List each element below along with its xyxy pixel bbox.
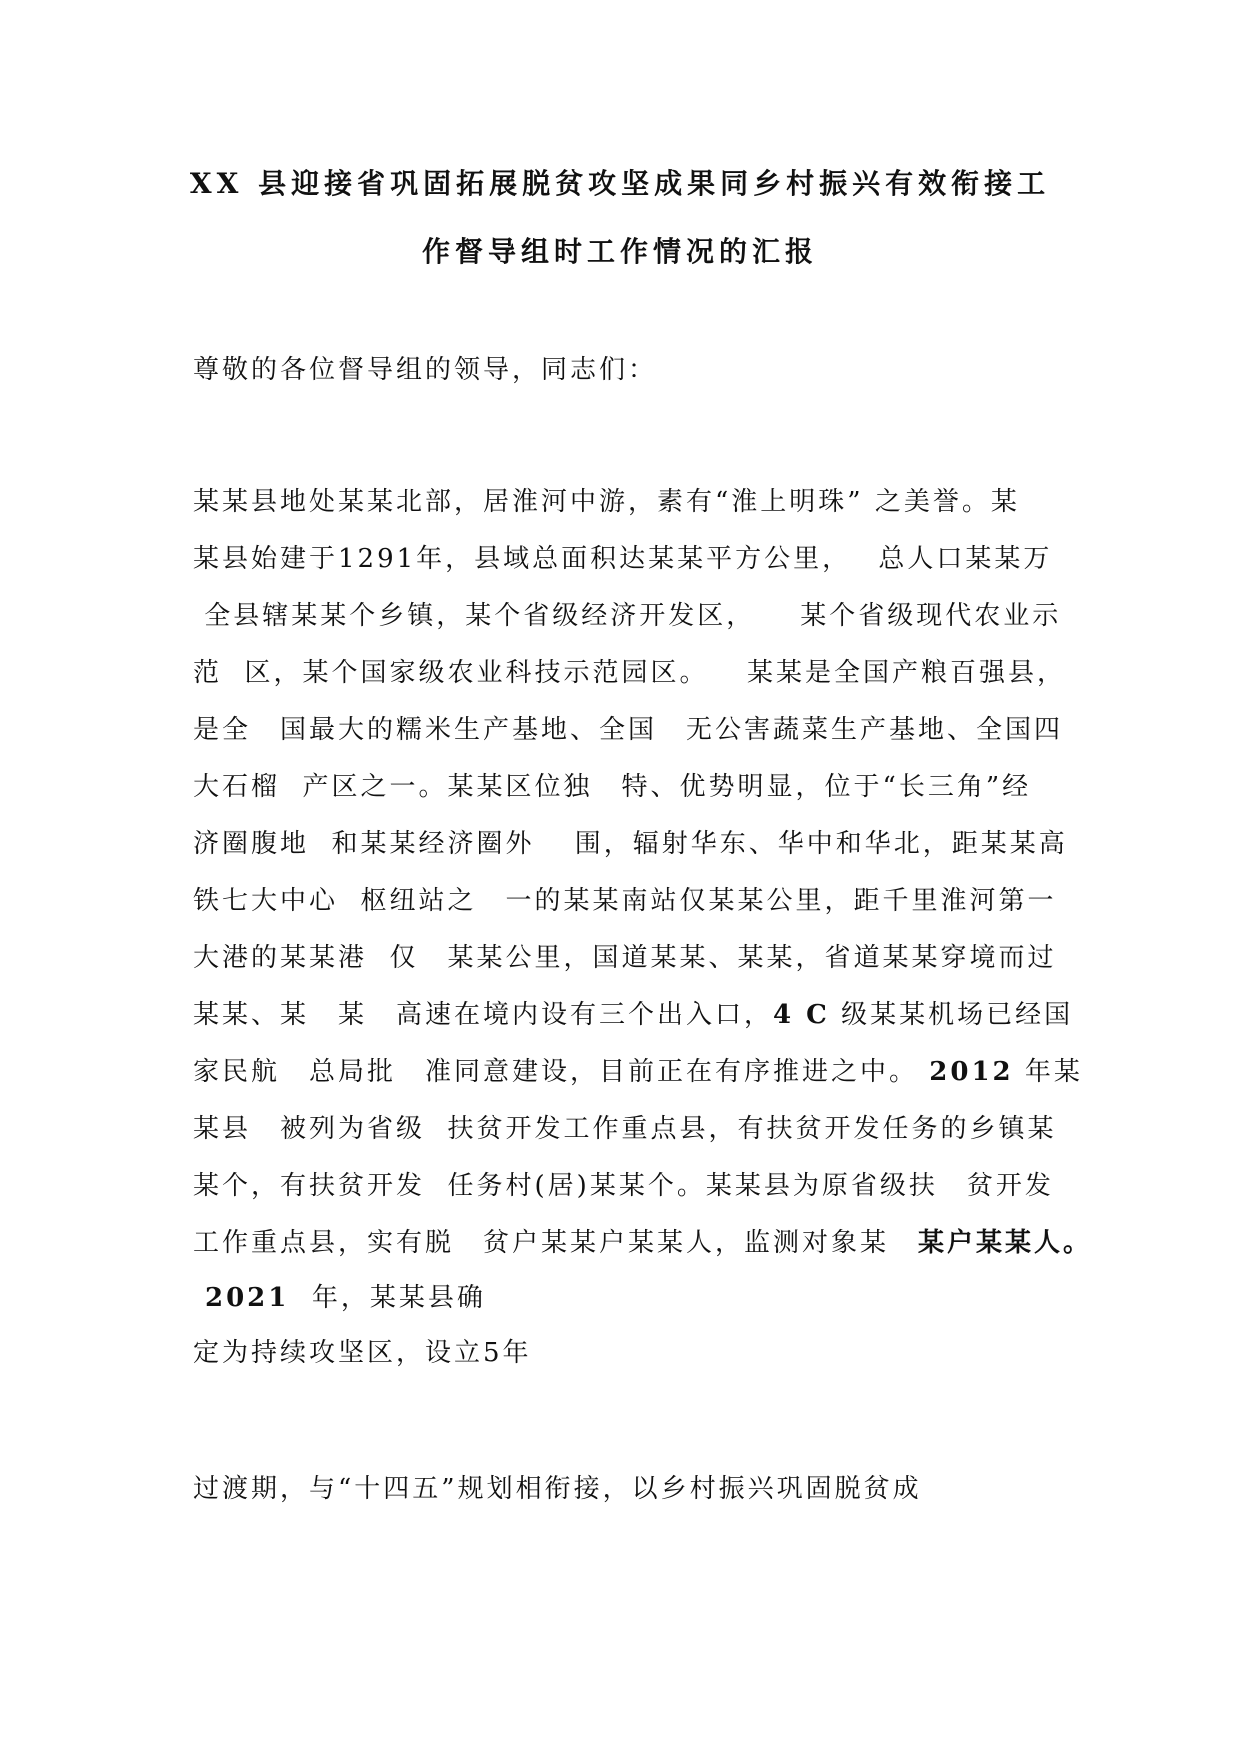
airport-grade: 4 C — [773, 1000, 830, 1030]
body-line-with-airport — [193, 1000, 1073, 1030]
body-line-text: 某某、某 某 高速在境内设有三个出入口， — [193, 1000, 774, 1030]
document-title-line-2: 作督导组时工作情况的汇报 — [421, 235, 818, 268]
airport-text: 级某某机场已经国 — [829, 1000, 1074, 1030]
year-2012-text: 年某 — [1013, 1057, 1083, 1087]
salutation: 尊敬的各位督导组的领导，同志们： — [193, 355, 658, 385]
body-line: 铁七大中心 枢纽站之 一的某某南站仅某某公里，距千里淮河第一 — [193, 886, 1057, 916]
year-2021: 2021 — [205, 1283, 290, 1313]
body-line: 某某县地处某某北部，居淮河中游，素有“淮上明珠” 之美誉。某 — [193, 487, 1020, 517]
body-line-text: 家民航 总局批 准同意建设，目前正在有序推进之中。 — [193, 1057, 919, 1087]
body-line: 定为持续攻坚区，设立5年 — [193, 1338, 532, 1368]
body-line: 某县 被列为省级 扶贫开发工作重点县，有扶贫开发任务的乡镇某 — [193, 1114, 1057, 1144]
body-line: 大港的某某港 仅 某某公里，国道某某、某某，省道某某穿境而过 — [193, 943, 1057, 973]
body-line: 某个，有扶贫开发 任务村(居)某某个。某某县为原省级扶 贫开发 — [193, 1171, 1054, 1201]
body-line-text: 工作重点县，实有脱 贫户某某户某某人，监测对象某 — [193, 1228, 890, 1258]
body-line-with-2012 — [193, 1057, 1083, 1087]
year-2012: 2012 — [929, 1057, 1014, 1087]
body-line-with-2021 — [205, 1283, 486, 1313]
body-line: 全县辖某某个乡镇，某个省级经济开发区， 某个省级现代农业示 — [193, 601, 1062, 631]
document-title-line-1: XX 县迎接省巩固拓展脱贫攻坚成果同乡村振兴有效衔接工 — [189, 167, 1051, 200]
body-line: 过渡期，与“十四五”规划相衔接，以乡村振兴巩固脱贫成 — [193, 1474, 922, 1504]
body-line: 范 区，某个国家级农业科技示范园区。 某某是全国产粮百强县， — [193, 658, 1067, 688]
body-line-with-monitor — [193, 1228, 1092, 1258]
body-line-text: 年，某某县确 — [311, 1283, 486, 1313]
monitor-count: 某户某某人。 — [918, 1228, 1093, 1258]
body-line: 大石榴 产区之一。某某区位独 特、优势明显，位于“长三角”经 — [193, 772, 1032, 802]
body-line: 济圈腹地 和某某经济圈外 围，辐射华东、华中和华北，距某某高 — [193, 829, 1068, 859]
body-line: 某县始建于1291年，县域总面积达某某平方公里， 总人口某某万 — [193, 544, 1053, 574]
body-line: 是全 国最大的糯米生产基地、全国 无公害蔬菜生产基地、全国四 — [193, 715, 1064, 745]
